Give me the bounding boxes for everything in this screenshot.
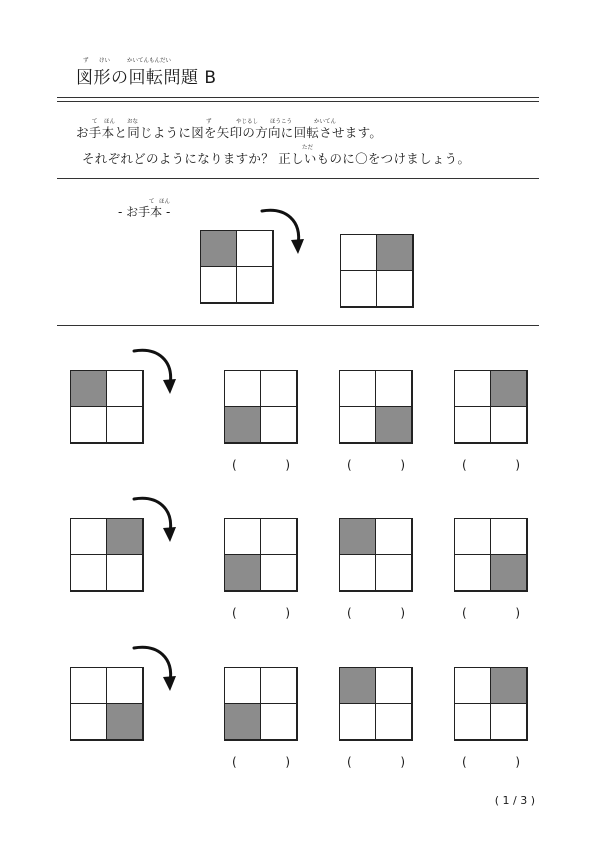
answer-blank[interactable] bbox=[224, 606, 298, 620]
answer-blank[interactable] bbox=[454, 755, 528, 769]
ruby-text: ず bbox=[83, 58, 89, 64]
grid-cell-filled bbox=[106, 703, 143, 740]
grid-cell bbox=[70, 406, 107, 443]
grid-cell bbox=[490, 518, 527, 555]
answer-blank[interactable] bbox=[454, 458, 528, 472]
answer-blank[interactable] bbox=[224, 458, 298, 472]
grid-cell bbox=[454, 370, 491, 407]
answer-blank[interactable] bbox=[224, 755, 298, 769]
model-label: - お手本 - bbox=[118, 205, 171, 219]
ruby-text: おな bbox=[127, 119, 139, 125]
paren-close: ) bbox=[400, 458, 405, 472]
grid-cell bbox=[376, 270, 413, 307]
problem-1-choice-2-grid bbox=[339, 370, 413, 444]
grid-cell bbox=[375, 518, 412, 555]
grid-cell bbox=[454, 518, 491, 555]
paren-close: ) bbox=[515, 755, 520, 769]
grid-cell-filled bbox=[339, 518, 376, 555]
page-number: ( 1 / 3 ) bbox=[494, 794, 535, 807]
grid-cell bbox=[260, 406, 297, 443]
grid-cell bbox=[454, 667, 491, 704]
grid-cell bbox=[236, 266, 273, 303]
grid-cell bbox=[375, 370, 412, 407]
page-title: 図形の回転問題 B bbox=[76, 68, 217, 88]
grid-cell bbox=[224, 370, 261, 407]
ruby-text: て bbox=[92, 119, 98, 125]
problem-1-choice-1-grid bbox=[224, 370, 298, 444]
rotate-clockwise-arrow-icon bbox=[130, 345, 180, 397]
paren-close: ) bbox=[285, 458, 290, 472]
grid-cell-filled bbox=[339, 667, 376, 704]
paren-open: ( bbox=[347, 458, 352, 472]
grid-cell-filled bbox=[375, 406, 412, 443]
grid-cell bbox=[260, 554, 297, 591]
grid-cell-filled bbox=[70, 370, 107, 407]
model-rule bbox=[57, 325, 539, 326]
paren-open: ( bbox=[232, 606, 237, 620]
grid-cell bbox=[260, 703, 297, 740]
instruction-line1: お手本と同じように図を矢印の方向に回転させます。 bbox=[76, 125, 383, 140]
ruby-text: て bbox=[149, 199, 155, 205]
ruby-text: ほん bbox=[159, 199, 171, 205]
grid-cell bbox=[339, 703, 376, 740]
answer-blank[interactable] bbox=[339, 458, 413, 472]
problem-3-choice-3-grid bbox=[454, 667, 528, 741]
grid-cell-filled bbox=[224, 703, 261, 740]
ruby-text: けい bbox=[99, 58, 111, 64]
problem-2-choice-2-grid bbox=[339, 518, 413, 592]
paren-close: ) bbox=[515, 606, 520, 620]
ruby-text: ず bbox=[206, 119, 212, 125]
title-rule-bottom bbox=[57, 101, 539, 102]
grid-cell bbox=[224, 518, 261, 555]
paren-open: ( bbox=[462, 458, 467, 472]
paren-open: ( bbox=[232, 458, 237, 472]
grid-cell-filled bbox=[224, 554, 261, 591]
grid-cell-filled bbox=[490, 667, 527, 704]
grid-cell bbox=[106, 406, 143, 443]
grid-cell bbox=[375, 667, 412, 704]
grid-cell-filled bbox=[200, 230, 237, 267]
instruction-rule bbox=[57, 178, 539, 179]
grid-cell bbox=[454, 554, 491, 591]
grid-cell-filled bbox=[490, 370, 527, 407]
instruction-line2: それぞれどのようになりますか？ 正しいものに〇をつけましょう。 bbox=[82, 151, 471, 166]
grid-cell bbox=[454, 703, 491, 740]
answer-blank[interactable] bbox=[339, 606, 413, 620]
ruby-text: ほん bbox=[104, 119, 116, 125]
rotate-clockwise-arrow-icon bbox=[130, 493, 180, 545]
ruby-text: ほうこう bbox=[270, 119, 293, 125]
grid-cell bbox=[260, 518, 297, 555]
grid-cell bbox=[339, 370, 376, 407]
paren-close: ) bbox=[400, 606, 405, 620]
grid-cell bbox=[490, 406, 527, 443]
grid-cell bbox=[70, 554, 107, 591]
grid-cell bbox=[200, 266, 237, 303]
ruby-text: かいてん bbox=[314, 119, 337, 125]
problem-2-choice-3-grid bbox=[454, 518, 528, 592]
paren-open: ( bbox=[232, 755, 237, 769]
grid-cell bbox=[340, 234, 377, 271]
problem-1-choice-3-grid bbox=[454, 370, 528, 444]
paren-close: ) bbox=[515, 458, 520, 472]
paren-open: ( bbox=[462, 755, 467, 769]
grid-cell bbox=[70, 703, 107, 740]
answer-blank[interactable] bbox=[454, 606, 528, 620]
ruby-text: やじるし bbox=[236, 119, 259, 125]
problem-3-choice-2-grid bbox=[339, 667, 413, 741]
paren-open: ( bbox=[462, 606, 467, 620]
paren-close: ) bbox=[400, 755, 405, 769]
grid-cell bbox=[224, 667, 261, 704]
grid-cell bbox=[260, 667, 297, 704]
problem-2-choice-1-grid bbox=[224, 518, 298, 592]
rotate-clockwise-arrow-icon bbox=[258, 205, 308, 257]
grid-cell bbox=[375, 703, 412, 740]
grid-cell bbox=[340, 270, 377, 307]
grid-cell bbox=[70, 667, 107, 704]
paren-open: ( bbox=[347, 606, 352, 620]
paren-close: ) bbox=[285, 755, 290, 769]
problem-3-choice-1-grid bbox=[224, 667, 298, 741]
ruby-text: ただ bbox=[302, 145, 314, 151]
grid-cell bbox=[490, 703, 527, 740]
model-grid-after bbox=[340, 234, 414, 308]
title-rule-top bbox=[57, 97, 539, 98]
grid-cell-filled bbox=[490, 554, 527, 591]
grid-cell bbox=[375, 554, 412, 591]
grid-cell bbox=[70, 518, 107, 555]
grid-cell bbox=[260, 370, 297, 407]
paren-close: ) bbox=[285, 606, 290, 620]
grid-cell bbox=[454, 406, 491, 443]
grid-cell bbox=[339, 406, 376, 443]
grid-cell-filled bbox=[376, 234, 413, 271]
paren-open: ( bbox=[347, 755, 352, 769]
grid-cell bbox=[106, 554, 143, 591]
ruby-text: かいてんもんだい bbox=[127, 58, 172, 64]
grid-cell-filled bbox=[224, 406, 261, 443]
grid-cell bbox=[339, 554, 376, 591]
answer-blank[interactable] bbox=[339, 755, 413, 769]
rotate-clockwise-arrow-icon bbox=[130, 642, 180, 694]
